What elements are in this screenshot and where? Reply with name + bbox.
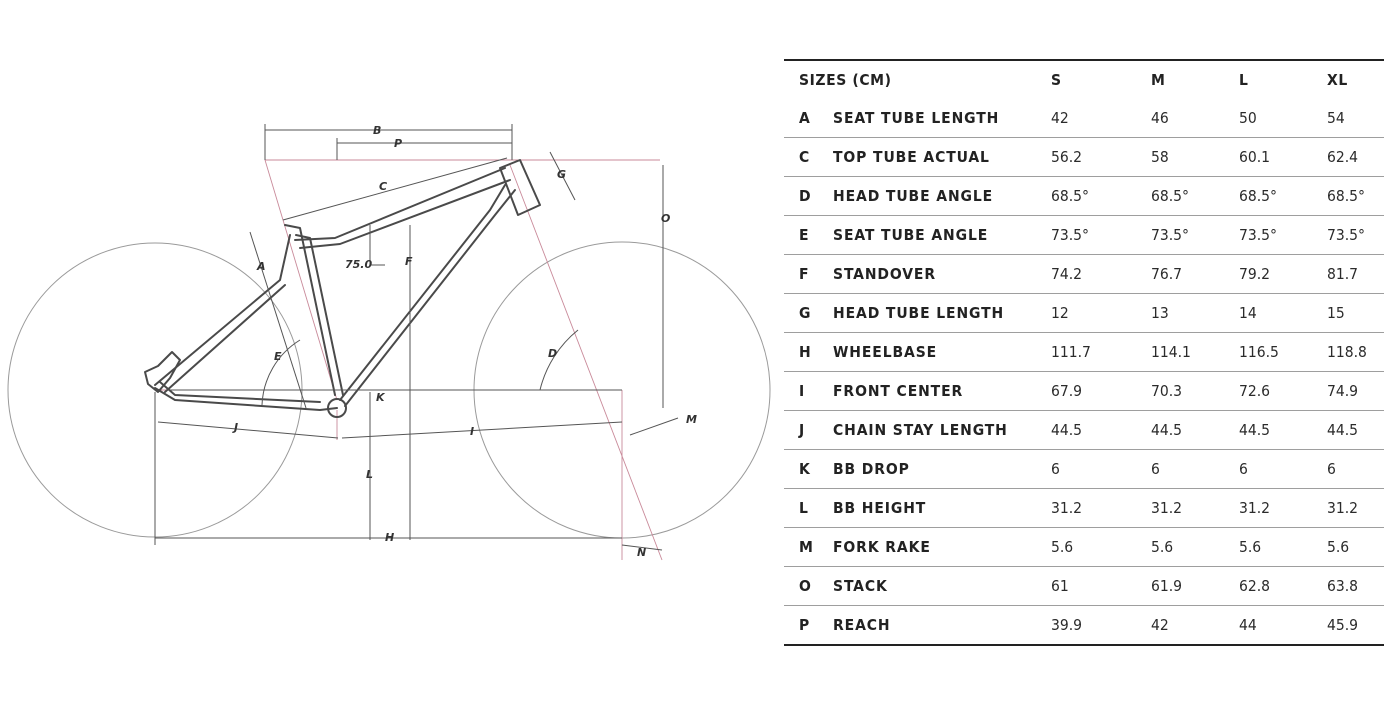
label-h: H <box>385 531 395 544</box>
row-code: D <box>799 187 811 205</box>
row-value: 15 <box>1327 304 1345 322</box>
row-value: 44.5 <box>1151 421 1183 439</box>
row-code: C <box>799 148 810 166</box>
label-n: N <box>637 546 647 559</box>
label-i: I <box>470 425 475 438</box>
row-value: 79.2 <box>1239 265 1271 283</box>
table-row <box>784 99 1384 138</box>
row-code: K <box>799 460 810 478</box>
row-code: G <box>799 304 811 322</box>
row-measure-name: HEAD TUBE LENGTH <box>833 304 1005 322</box>
row-value: 46 <box>1151 109 1169 127</box>
row-value: 14 <box>1239 304 1257 322</box>
reference-lines <box>155 160 662 560</box>
table-row <box>784 294 1384 333</box>
row-value: 63.8 <box>1327 577 1359 595</box>
row-measure-name: FRONT CENTER <box>833 382 964 400</box>
row-value: 44.5 <box>1239 421 1271 439</box>
label-o: O <box>661 212 671 225</box>
row-value: 42 <box>1051 109 1069 127</box>
row-value: 114.1 <box>1151 343 1191 361</box>
row-value: 31.2 <box>1051 499 1083 517</box>
table-row <box>784 411 1384 450</box>
row-value: 74.2 <box>1051 265 1083 283</box>
sizes-header: SIZES (CM) <box>799 71 892 89</box>
row-value: 73.5° <box>1151 226 1190 244</box>
row-value: 6 <box>1051 460 1060 478</box>
row-value: 72.6 <box>1239 382 1271 400</box>
row-value: 42 <box>1151 616 1169 634</box>
row-value: 73.5° <box>1327 226 1366 244</box>
row-value: 31.2 <box>1151 499 1183 517</box>
row-measure-name: CHAIN STAY LENGTH <box>833 421 1008 439</box>
table-row <box>784 489 1384 528</box>
row-value: 6 <box>1151 460 1160 478</box>
row-value: 74.9 <box>1327 382 1359 400</box>
dimension-labels <box>232 124 697 559</box>
row-code: O <box>799 577 811 595</box>
row-code: I <box>799 382 805 400</box>
bike-frame <box>145 160 540 417</box>
row-value: 61 <box>1051 577 1069 595</box>
geometry-table <box>784 59 1384 646</box>
row-value: 68.5° <box>1239 187 1278 205</box>
row-measure-name: BB HEIGHT <box>833 499 927 517</box>
row-value: 68.5° <box>1151 187 1190 205</box>
table-row <box>784 606 1384 646</box>
row-value: 13 <box>1151 304 1169 322</box>
row-value: 73.5° <box>1051 226 1090 244</box>
table-row <box>784 216 1384 255</box>
row-value: 70.3 <box>1151 382 1183 400</box>
row-value: 6 <box>1239 460 1248 478</box>
label-f: F <box>405 255 413 268</box>
row-measure-name: FORK RAKE <box>833 538 931 556</box>
row-value: 44 <box>1239 616 1257 634</box>
size-header-m: M <box>1151 71 1166 89</box>
label-j: J <box>234 421 239 434</box>
size-header-s: S <box>1051 71 1062 89</box>
row-value: 76.7 <box>1151 265 1183 283</box>
row-value: 58 <box>1151 148 1169 166</box>
table-row <box>784 567 1384 606</box>
label-seat-angle: 75.0 <box>345 258 373 271</box>
row-code: J <box>799 421 805 439</box>
row-value: 62.4 <box>1327 148 1359 166</box>
row-value: 31.2 <box>1239 499 1271 517</box>
row-value: 6 <box>1327 460 1336 478</box>
table-row <box>784 528 1384 567</box>
label-a: A <box>257 260 266 273</box>
row-code: H <box>799 343 811 361</box>
row-value: 68.5° <box>1327 187 1366 205</box>
label-g: G <box>557 168 567 181</box>
row-code: F <box>799 265 809 283</box>
label-p: P <box>394 137 403 150</box>
table-row <box>784 177 1384 216</box>
row-value: 12 <box>1051 304 1069 322</box>
row-measure-name: REACH <box>833 616 891 634</box>
row-value: 5.6 <box>1051 538 1074 556</box>
row-code: E <box>799 226 809 244</box>
row-value: 68.5° <box>1051 187 1090 205</box>
row-code: P <box>799 616 810 634</box>
row-value: 44.5 <box>1051 421 1083 439</box>
row-measure-name: SEAT TUBE LENGTH <box>833 109 1000 127</box>
table-row <box>784 372 1384 411</box>
label-e: E <box>274 350 282 363</box>
row-measure-name: STANDOVER <box>833 265 936 283</box>
label-l: L <box>366 468 374 481</box>
row-value: 5.6 <box>1151 538 1174 556</box>
table-header-row <box>784 60 1384 99</box>
row-measure-name: SEAT TUBE ANGLE <box>833 226 989 244</box>
row-value: 60.1 <box>1239 148 1271 166</box>
row-value: 31.2 <box>1327 499 1359 517</box>
dimension-lines <box>155 124 678 550</box>
label-m: M <box>686 413 697 426</box>
row-value: 81.7 <box>1327 265 1359 283</box>
label-b: B <box>373 124 382 137</box>
table-row <box>784 333 1384 372</box>
row-value: 54 <box>1327 109 1345 127</box>
row-value: 118.8 <box>1327 343 1367 361</box>
row-measure-name: HEAD TUBE ANGLE <box>833 187 994 205</box>
size-header-xl: XL <box>1327 71 1348 89</box>
label-k: K <box>376 391 385 404</box>
row-code: M <box>799 538 813 556</box>
row-value: 116.5 <box>1239 343 1279 361</box>
row-measure-name: BB DROP <box>833 460 910 478</box>
row-value: 61.9 <box>1151 577 1183 595</box>
row-value: 45.9 <box>1327 616 1359 634</box>
row-value: 5.6 <box>1239 538 1262 556</box>
row-value: 39.9 <box>1051 616 1083 634</box>
table-body <box>784 99 1384 645</box>
row-value: 73.5° <box>1239 226 1278 244</box>
label-c: C <box>379 180 388 193</box>
row-value: 50 <box>1239 109 1257 127</box>
table-row <box>784 450 1384 489</box>
row-value: 56.2 <box>1051 148 1083 166</box>
row-value: 67.9 <box>1051 382 1083 400</box>
row-code: L <box>799 499 808 517</box>
geometry-table-container <box>784 59 1384 646</box>
row-measure-name: WHEELBASE <box>833 343 938 361</box>
row-value: 111.7 <box>1051 343 1091 361</box>
table-row <box>784 138 1384 177</box>
row-value: 62.8 <box>1239 577 1271 595</box>
row-value: 44.5 <box>1327 421 1359 439</box>
row-value: 5.6 <box>1327 538 1350 556</box>
table-row <box>784 255 1384 294</box>
label-d: D <box>548 347 558 360</box>
size-header-l: L <box>1239 71 1249 89</box>
row-measure-name: TOP TUBE ACTUAL <box>833 148 990 166</box>
row-measure-name: STACK <box>833 577 888 595</box>
row-code: A <box>799 109 810 127</box>
